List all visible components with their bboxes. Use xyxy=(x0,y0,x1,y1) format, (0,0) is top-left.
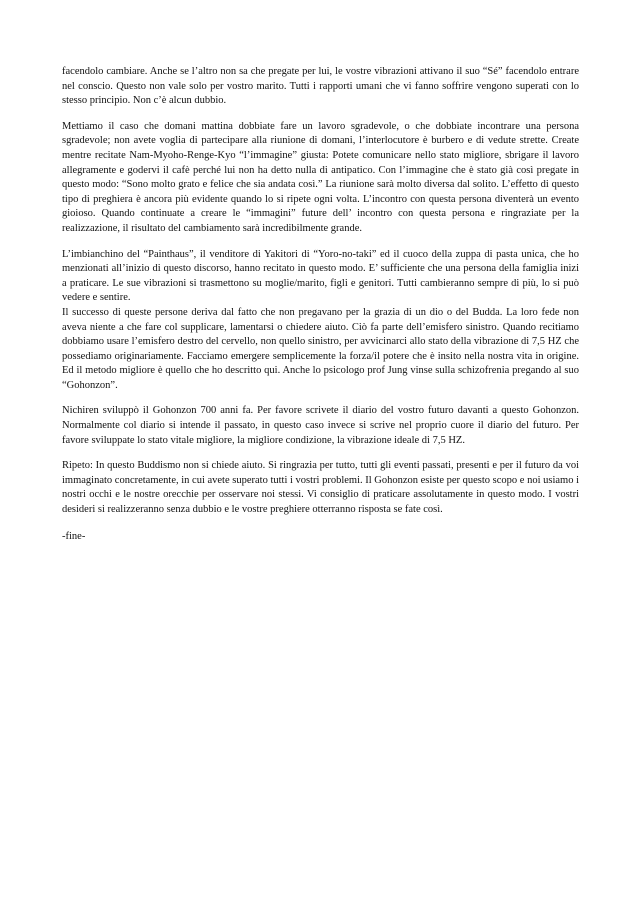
paragraph-6: Ripeto: In questo Buddismo non si chiede aiuto. Si ringrazia per tutto, tutti gli eventi passati, presenti e per il futuro da voi immaginato concretamente, in cui avete superato tutti i vostri problemi. Il Gohonzon esiste per questo scopo e noi usiamo i nostri occhi e le nostre orecchie per osservare noi stessi. Vi consiglio di praticare assolutamente in questo modo. I vostri desideri si realizzeranno senza dubbio e le vostre preghiere otterranno risposta se fate così. xyxy=(62,460,579,516)
paragraph-3: L’imbianchino del “Painthaus”, il venditore di Yakitori di “Yoro-no-taki” ed il cuoco della zuppa di pasta unica, che ho menzionati all’inizio di questo discorso, hanno recitato in questo modo. E’ sufficiente che una persona della famiglia inizi a praticare. Le sue vibrazioni si trasmettono su moglie/marito, figli e genitori. Tutti cambieranno sempre di più, lo si può vedere e sentire. xyxy=(62,248,579,304)
document-page xyxy=(62,65,579,555)
closing-mark: -fine- xyxy=(62,530,86,542)
paragraph-4: Il successo di queste persone deriva dal fatto che non pregavano per la grazia di un dio o del Budda. La loro fede non aveva niente a che fare col supplicare, lamentarsi o chiedere aiuto. Ciò fa parte dell’emisfero sinistro. Quando recitiamo dobbiamo usare l’emisfero destro del cervello, non quello sinistro, per avvicinarci allo stato della vibrazione di 7,5 HZ che possediamo originariamente. Facciamo emergere semplicemente la forza/il potere che è insito nella nostra vita in origine. Ed il metodo migliore è quello che ho descritto qui. Anche lo psicologo prof Jung vinse sulla schizofrenia pregando al suo “Gohonzon”. xyxy=(62,306,579,391)
paragraph-1: facendolo cambiare. Anche se l’altro non sa che pregate per lui, le vostre vibrazioni attivano il suo “Sé” facendolo entrare nel conscio. Questo non vale solo per vostro marito. Tutti i rapporti umani che vi fanno soffrire vengono superati con lo stesso principio. Non c’è alcun dubbio. xyxy=(62,66,579,107)
paragraph-2: Mettiamo il caso che domani mattina dobbiate fare un lavoro sgradevole, o che dobbiate incontrare una persona sgradevole; non avete voglia di partecipare alla riunione di domani, l’interlocutore è burbero e di vedute strette. Create mentre recitate Nam-Myoho-Renge-Kyo “l’immagine” giusta: Potete comunicare nello stato migliore, sbrigare il lavoro allegramente e godervi il cafè perché lui non ha detto nulla di antipatico. Con l’immagine che è stato già così pregate in questo modo: “Sono molto grato e felice che sia andata così.” La riunione sarà molto diversa dal solito. L’effetto di questo tipo di preghiera è ancora più evidente quando lo si ripete ogni volta. L’incontro con questa persona diventerà un evento gioioso. Quando continuate a creare le “immagini” future dell’ incontro con questa persona e ringraziate per la realizzazione, il risultato del cambiamento sarà incredibilmente grande. xyxy=(62,120,579,234)
paragraph-5: Nichiren sviluppò il Gohonzon 700 anni fa. Per favore scrivete il diario del vostro futuro davanti a questo Gohonzon. Normalmente col diario si intende il passato, in questo caso invece si scrive nel proprio cuore il diario del futuro. Per favore sviluppate lo stato vitale migliore, la migliore condizione, la vibrazione ideale di 7,5 HZ. xyxy=(62,405,579,446)
